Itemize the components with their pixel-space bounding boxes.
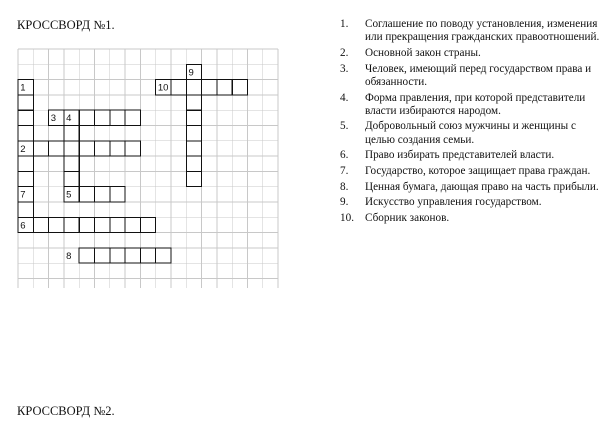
answer-cell <box>110 110 125 125</box>
clue-list <box>340 18 602 228</box>
answer-cell <box>18 95 33 110</box>
answer-cell <box>18 171 33 186</box>
answer-cell <box>140 217 155 232</box>
clue-text: Человек, имеющий перед государством права и обязанности. <box>365 62 592 88</box>
clue-number: 4. <box>340 91 349 104</box>
clue-item <box>340 196 602 209</box>
cell-number-label: 3 <box>50 113 57 125</box>
cell-number-label: 9 <box>188 67 194 79</box>
answer-cell <box>186 95 201 110</box>
cell-number-label: 10 <box>157 82 169 94</box>
clue-text: Соглашение по поводу установления, изменения или прекращения гражданских правоотношений. <box>365 18 600 44</box>
answer-cell <box>95 141 110 156</box>
clue-number: 10. <box>340 212 354 225</box>
clue-text: Добровольный союз мужчины и женщины с целью создания семьи. <box>365 120 576 146</box>
clue-number: 6. <box>340 149 349 162</box>
answer-cell <box>64 126 79 141</box>
clue-item <box>340 212 602 225</box>
answer-cell <box>186 80 201 95</box>
answer-cell <box>217 80 232 95</box>
crossword-grid <box>17 48 279 288</box>
answer-cell <box>186 80 201 95</box>
cell-number-label: 1 <box>20 82 26 94</box>
answer-cell <box>18 156 33 171</box>
clue-item <box>340 165 602 178</box>
answer-cell <box>64 141 79 156</box>
clue-item <box>340 18 602 44</box>
crossword-grid-svg <box>17 48 279 288</box>
cell-number-label: 5 <box>66 189 72 201</box>
cell-number-label: 7 <box>20 189 26 201</box>
clue-item <box>340 47 602 60</box>
answer-cell <box>64 171 79 186</box>
answer-cell <box>95 248 110 263</box>
answer-cell <box>232 80 247 95</box>
answer-cell <box>64 141 79 156</box>
answer-cell <box>64 217 79 232</box>
answer-cell <box>156 248 171 263</box>
answer-cell <box>125 217 140 232</box>
cell-number-label: 8 <box>66 250 72 262</box>
answer-cell <box>79 141 94 156</box>
answer-cell <box>49 217 64 232</box>
answer-cell <box>64 156 79 171</box>
clue-number: 5. <box>340 120 349 133</box>
clue-text: Искусство управления государством. <box>365 196 542 209</box>
answer-cell <box>186 156 201 171</box>
answer-cell <box>18 110 33 125</box>
answer-cell <box>171 80 186 95</box>
answer-cell <box>33 141 48 156</box>
clue-number: 8. <box>340 180 349 193</box>
clue-item <box>340 120 602 146</box>
answer-cell <box>79 110 94 125</box>
clue-number: 9. <box>340 196 349 209</box>
clue-number: 2. <box>340 46 349 59</box>
answer-cell <box>79 187 94 202</box>
clue-text: Основной закон страны. <box>365 46 481 59</box>
answer-cell <box>95 110 110 125</box>
answer-cell <box>95 187 110 202</box>
clue-text: Форма правления, при которой представители власти избираются народом. <box>365 91 586 117</box>
crossword-1-title: КРОССВОРД №1. <box>17 18 115 32</box>
answer-cell <box>49 141 64 156</box>
clue-item <box>340 149 602 162</box>
clue-number: 3. <box>340 62 349 75</box>
cell-number-label: 6 <box>20 220 26 232</box>
answer-cell <box>33 217 48 232</box>
answer-cell <box>110 187 125 202</box>
answer-cell <box>95 217 110 232</box>
clue-number: 1. <box>340 18 349 30</box>
answer-cell <box>18 126 33 141</box>
answer-cell <box>125 110 140 125</box>
answer-cell <box>202 80 217 95</box>
clue-text: Сборник законов. <box>365 212 450 225</box>
cell-number-label: 2 <box>20 143 26 155</box>
clue-text: Право избирать представителей власти. <box>365 149 555 162</box>
clue-item <box>340 181 602 194</box>
clue-item <box>340 63 602 89</box>
answer-cell <box>125 141 140 156</box>
clue-text: Ценная бумага, дающая право на часть прибыли. <box>365 180 599 193</box>
cell-number-label: 4 <box>66 113 72 125</box>
answer-cell <box>110 248 125 263</box>
answer-cell <box>186 171 201 186</box>
clue-text: Государство, которое защищает права граждан. <box>365 165 591 178</box>
answer-cell <box>186 110 201 125</box>
answer-cell <box>140 248 155 263</box>
answer-cell <box>186 141 201 156</box>
answer-cell <box>18 202 33 217</box>
crossword-2-title: КРОССВОРД №2. <box>17 404 115 418</box>
answer-cell <box>110 217 125 232</box>
answer-cell <box>79 248 94 263</box>
clue-item <box>340 92 602 118</box>
answer-cell <box>125 248 140 263</box>
clue-number: 7. <box>340 165 349 178</box>
answer-cell <box>110 141 125 156</box>
answer-cell <box>79 217 94 232</box>
answer-cell <box>186 126 201 141</box>
